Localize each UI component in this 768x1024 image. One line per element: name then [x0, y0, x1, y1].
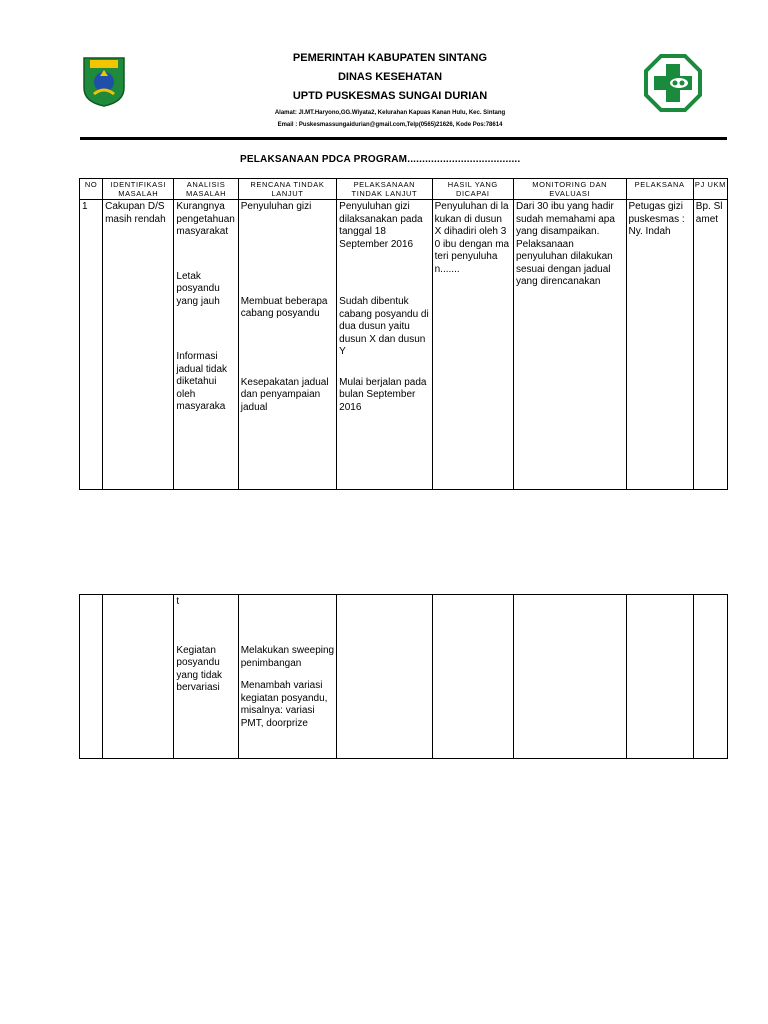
cell-identifikasi: Cakupan D/S masih rendah	[103, 200, 174, 490]
rencana-item: Melakukan sweeping penimbangan	[240, 645, 335, 669]
cell-no: 1	[80, 200, 103, 490]
cell-pelaksana	[626, 595, 693, 759]
cell-pelaksana: Petugas gizi puskesmas : Ny. Indah	[626, 200, 693, 490]
analisis-item: Kegiatan posyandu yang tidak bervariasi	[176, 644, 223, 693]
cell-identifikasi	[103, 595, 174, 759]
rencana-item: Kesepakatan jadual dan penyampaian jadual	[240, 376, 329, 413]
column-header: RENCANA TINDAK LANJUT	[238, 179, 336, 200]
cell-pj-ukm	[693, 595, 727, 759]
column-header: PJ UKM	[693, 179, 727, 200]
cell-pelaksanaan	[337, 595, 432, 759]
cell-hasil	[432, 595, 513, 759]
puskesmas-logo	[644, 54, 702, 112]
rencana-item: Menambah variasi kegiatan posyandu, misalnya: variasi PMT, doorprize	[240, 680, 328, 729]
column-header: IDENTIFIKASI MASALAH	[103, 179, 174, 200]
pelaksanaan-item: Penyuluhan gizi dilaksanakan pada tanggal 18 September 2016	[339, 201, 423, 250]
pelaksanaan-item: Sudah dibentuk cabang posyandu di dua dusun yaitu dusun X dan dusun Y	[339, 296, 429, 357]
analisis-continuation: t	[176, 596, 180, 607]
pelaksanaan-item: Mulai berjalan pada bulan September 2016	[339, 376, 427, 413]
cell-rencana	[238, 200, 336, 490]
column-header: MONITORING DAN EVALUASI	[513, 179, 626, 200]
header-contact: Email : Puskesmassungaidurian@gmail.com,Telp(0565)21626, Kode Pos:78614	[277, 122, 503, 128]
analisis-item: Informasi jadual tidak diketahui oleh masyaraka	[176, 351, 228, 412]
column-header: NO	[80, 179, 103, 200]
cell-analisis	[174, 200, 238, 490]
header-puskesmas: UPTD PUSKESMAS SUNGAI DURIAN	[292, 90, 488, 102]
column-header: PELAKSANAAN TINDAK LANJUT	[337, 179, 432, 200]
rencana-item: Penyuluhan gizi	[240, 201, 312, 212]
document-title: PELAKSANAAN PDCA PROGRAM......................................	[240, 154, 521, 165]
cell-hasil: Penyuluhan di lakukan di dusun X dihadiri oleh 30 ibu dengan materi penyuluhan.......	[432, 200, 513, 490]
analisis-item: Kurangnya pengetahuan masyarakat	[176, 201, 235, 237]
cell-pelaksanaan	[337, 200, 432, 490]
rencana-item: Membuat beberapa cabang posyandu	[240, 295, 328, 319]
column-header: PELAKSANA	[626, 179, 693, 200]
column-header: HASIL YANG DICAPAI	[432, 179, 513, 200]
cell-rencana	[238, 595, 336, 759]
header-department: DINAS KESEHATAN	[337, 71, 443, 83]
kabupaten-sintang-logo	[80, 54, 128, 108]
pdca-table	[79, 178, 728, 490]
header-government: PEMERINTAH KABUPATEN SINTANG	[292, 52, 488, 64]
cell-no	[80, 595, 103, 759]
table-row	[80, 595, 728, 759]
cell-monitoring	[513, 595, 626, 759]
pdca-table-continued	[79, 594, 728, 759]
column-header: ANALISIS MASALAH	[174, 179, 238, 200]
header-divider	[80, 137, 727, 140]
table-row	[80, 200, 728, 490]
cell-monitoring: Dari 30 ibu yang hadir sudah memahami apa yang disampaikan. Pelaksanaan penyuluhan dilakukan sesuai dengan jadual yang direncanakan	[513, 200, 626, 490]
analisis-item: Letak posyandu yang jauh	[176, 270, 220, 307]
header-address: Alamat: Jl.MT.Haryono,GG.Wiyata2, Kelurahan Kapuas Kanan Hulu, Kec. Sintang	[274, 110, 506, 116]
table-header-row	[80, 179, 728, 200]
cell-analisis	[174, 595, 238, 759]
cell-pj-ukm: Bp. Slamet	[693, 200, 727, 490]
